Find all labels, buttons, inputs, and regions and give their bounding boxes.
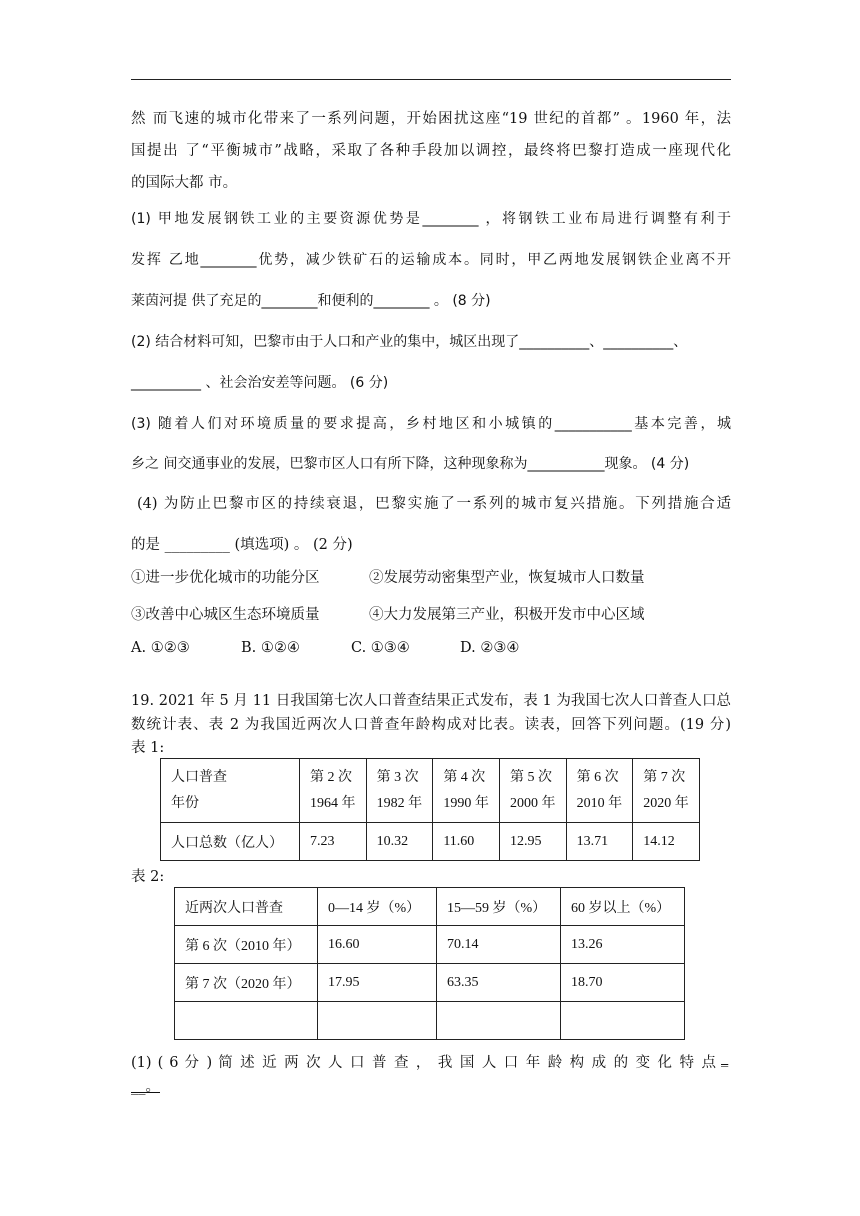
table2-cell: 13.26 bbox=[561, 926, 685, 964]
population-value: 13.71 bbox=[566, 823, 633, 861]
table1-round-cell bbox=[433, 759, 500, 823]
table-row bbox=[175, 888, 685, 926]
table1-round-cell bbox=[300, 759, 367, 823]
table2-header: 0—14 岁（%） bbox=[318, 888, 437, 926]
choice-a: A. ①②③ bbox=[131, 640, 190, 656]
table2-header: 60 岁以上（%） bbox=[561, 888, 685, 926]
population-value: 12.95 bbox=[499, 823, 566, 861]
round-name: 第 3 次 bbox=[376, 769, 419, 785]
q19-sub1-end: __。 bbox=[131, 1079, 160, 1095]
table-row bbox=[175, 1002, 685, 1040]
table2-label: 表 2: bbox=[131, 869, 165, 885]
table1-header-line1: 人口普查 bbox=[171, 769, 227, 785]
table2-cell: 17.95 bbox=[318, 964, 437, 1002]
table2-cell: 70.14 bbox=[437, 926, 561, 964]
q4-option-4: ④大力发展第三产业，积极开发市中心区域 bbox=[369, 607, 645, 623]
round-name: 第 2 次 bbox=[310, 769, 352, 785]
table1-round-cell bbox=[366, 759, 433, 823]
round-year: 1964 年 bbox=[310, 795, 356, 811]
round-year: 1982 年 bbox=[376, 795, 423, 811]
table1-header-line2: 年份 bbox=[171, 795, 199, 811]
population-value: 10.32 bbox=[366, 823, 433, 861]
q19-sub1-line: (1) ( 6 分 ) 简 述 近 两 次 人 口 普 查 ， 我 国 人 口 年 龄 构 成 的 变 化 特 点 bbox=[131, 1055, 716, 1071]
q3-line-2: 乡之 间交通事业的发展，巴黎市区人口有所下降，这种现象称为___________现象。 (4 分) bbox=[131, 456, 690, 472]
round-year: 2020 年 bbox=[643, 795, 689, 811]
population-value: 11.60 bbox=[433, 823, 500, 861]
q4-option-2: ②发展劳动密集型产业，恢复城市人口数量 bbox=[369, 570, 645, 586]
table2-empty-cell bbox=[318, 1002, 437, 1040]
table2-header: 近两次人口普查 bbox=[175, 888, 318, 926]
table-row bbox=[175, 964, 685, 1002]
table2-header: 15—59 岁（%） bbox=[437, 888, 561, 926]
table1-round-cell bbox=[499, 759, 566, 823]
round-year: 2000 年 bbox=[509, 795, 556, 811]
table1-header-cell bbox=[161, 759, 300, 823]
table2-empty-cell bbox=[561, 1002, 685, 1040]
round-name: 第 5 次 bbox=[509, 769, 552, 785]
q3-line-1: (3) 随着人们对环境质量的要求提高，乡村地区和小城镇的___________基本完善，城 bbox=[131, 416, 731, 432]
intro-line-3: 的国际大都 市。 bbox=[131, 175, 238, 191]
table1-row-label: 人口总数（亿人） bbox=[161, 823, 300, 861]
table-row bbox=[175, 926, 685, 964]
round-name: 第 4 次 bbox=[443, 769, 486, 785]
table1-round-cell bbox=[633, 759, 700, 823]
table2-empty-cell bbox=[175, 1002, 318, 1040]
choice-b: B. ①②④ bbox=[241, 640, 300, 656]
population-value: 7.23 bbox=[300, 823, 367, 861]
q19-line-1: 19. 2021 年 5 月 11 日我国第七次人口普查结果正式发布，表 1 为我国七次人口普查人口总 bbox=[131, 693, 731, 709]
q1-line-2: 发挥 乙地________优势，减少铁矿石的运输成本。同时，甲乙两地发展钢铁企业离不开 bbox=[131, 252, 731, 268]
table1-round-cell bbox=[566, 759, 633, 823]
header-rule bbox=[131, 79, 731, 80]
q2-line-2: __________ 、社会治安差等问题。 (6 分) bbox=[131, 375, 389, 391]
q4-line-2: 的是 _________ (填选项) 。 (2 分) bbox=[131, 537, 353, 553]
table2-cell: 第 6 次（2010 年） bbox=[175, 926, 318, 964]
census-total-table bbox=[160, 758, 700, 861]
round-year: 2010 年 bbox=[576, 795, 623, 811]
table2-cell: 63.35 bbox=[437, 964, 561, 1002]
q4-line-1: (4) 为防止巴黎市区的持续衰退，巴黎实施了一系列的城市复兴措施。下列措施合适 bbox=[137, 496, 731, 512]
q4-option-1: ①进一步优化城市的功能分区 bbox=[131, 570, 320, 586]
table2-empty-cell bbox=[437, 1002, 561, 1040]
table1-label: 表 1: bbox=[131, 740, 165, 756]
table2-cell: 16.60 bbox=[318, 926, 437, 964]
intro-line-1: 然 而飞速的城市化带来了一系列问题，开始困扰这座“19 世纪的首都” 。1960 年，法 bbox=[131, 111, 731, 127]
round-year: 1990 年 bbox=[443, 795, 489, 811]
choice-c: C. ①③④ bbox=[351, 640, 410, 656]
table-row bbox=[161, 823, 700, 861]
q1-line-1: (1) 甲地发展钢铁工业的主要资源优势是________ ，将钢铁工业布局进行调整有利于 bbox=[131, 211, 731, 227]
round-name: 第 7 次 bbox=[643, 769, 686, 785]
choice-d: D. ②③④ bbox=[460, 640, 520, 656]
table2-cell: 18.70 bbox=[561, 964, 685, 1002]
table2-cell: 第 7 次（2020 年） bbox=[175, 964, 318, 1002]
q19-sub1-blank: _ bbox=[721, 1051, 729, 1067]
intro-line-2: 国提出 了“平衡城市”战略，采取了各种手段加以调控，最终将巴黎打造成一座现代化 bbox=[131, 143, 731, 159]
table-row bbox=[161, 759, 700, 823]
q1-line-3: 莱茵河提 供了充足的________和便利的________ 。 (8 分) bbox=[131, 293, 491, 309]
q2-line-1: (2) 结合材料可知，巴黎市由于人口和产业的集中，城区出现了__________、__________、 bbox=[131, 334, 688, 350]
q4-option-3: ③改善中心城区生态环境质量 bbox=[131, 607, 320, 623]
q19-line-2: 数统计表、表 2 为我国近两次人口普查年龄构成对比表。读表，回答下列问题。(19 分) bbox=[131, 717, 731, 733]
round-name: 第 6 次 bbox=[576, 769, 619, 785]
population-value: 14.12 bbox=[633, 823, 700, 861]
age-structure-table bbox=[174, 887, 685, 1040]
